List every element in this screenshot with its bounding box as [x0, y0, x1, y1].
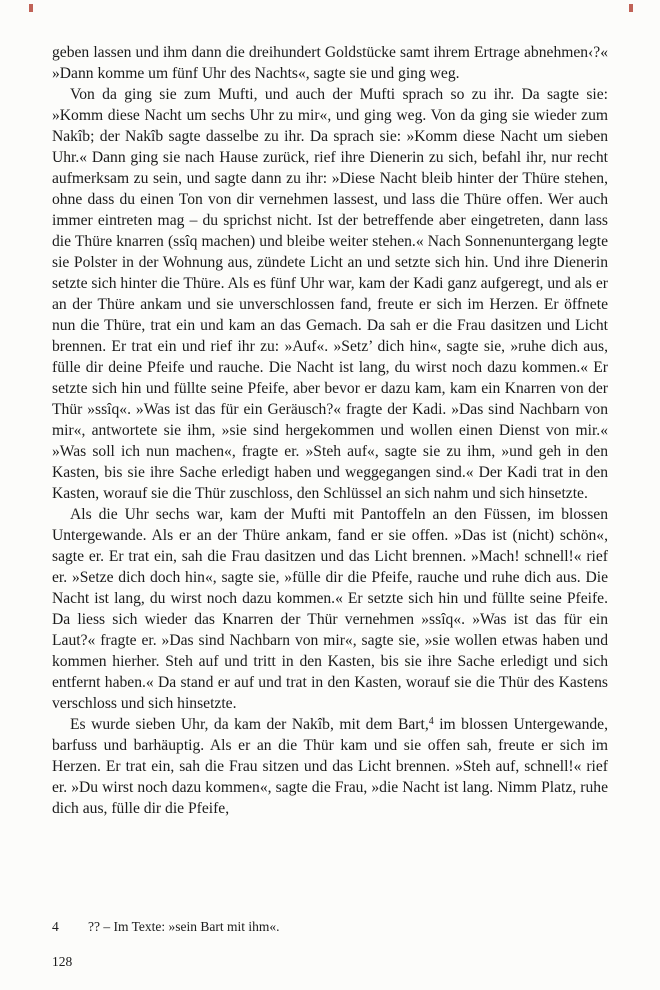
footnote-text: ?? – Im Texte: »sein Bart mit ihm«.	[88, 919, 280, 934]
scan-corner-mark-right	[629, 4, 633, 12]
main-text-block	[52, 42, 608, 819]
footnote	[52, 918, 608, 935]
paragraph-text-after-footnote-ref: im blossen Untergewande, barfuss und barhäuptig. Als er an die Thür kam und sie offen sah, freute er sich im Herzen. Er trat ein, sah die Frau sitzen und das Licht brennen. »Steh auf, schnell!« rief er. »Du wirst noch dazu kommen«, sagte die Frau, »die Nacht ist lang. Nimm Platz, ruhe dich aus, fülle dir die Pfeife,	[52, 716, 608, 817]
paragraph-mufti-arrives: Als die Uhr sechs war, kam der Mufti mit Pantoffeln an den Füssen, im blossen Untergewande. Als er an der Thüre ankam, fand er sie offen. »Das ist (nicht) schön«, sagte er. Er trat ein, sah die Frau dasitzen und das Licht brennen. »Mach! schnell!« rief er. »Setze dich doch hin«, sagte sie, »fülle dir die Pfeife, rauche und ruhe dich aus. Die Nacht ist lang, du wirst noch dazu kommen.« Er setzte sich hin und füllte seine Pfeife. Da liess sich wieder das Knarren der Thür vernehmen »ssîq«. »Was ist das für ein Laut?« fragte er. »Das sind Nachbarn von mir«, sagte sie, »sie wollen etwas haben und kommen hierher. Steh auf und tritt in den Kasten, bis sie ihre Sache erledigt und sich entfernt haben.« Da stand er auf und trat in den Kasten, worauf sie die Thür des Kastens verschloss und sich hinsetzte.	[52, 506, 608, 712]
page-number: 128	[52, 954, 73, 969]
paragraph-mufti-kadi: Von da ging sie zum Mufti, und auch der Mufti sprach so zu ihr. Da sagte sie: »Komm diese Nacht um sechs Uhr zu mir«, und ging weg. Von da ging sie wieder zum Nakîb; der Nakîb sagte dasselbe zu ihr. Da sprach sie: »Komm diese Nacht um sieben Uhr.« Dann ging sie nach Hause zurück, rief ihre Dienerin zu sich, befahl ihr, nur recht aufmerksam zu sein, und sagte dann zu ihr: »Diese Nacht bleib hinter der Thüre stehen, ohne dass du einen Ton von dir vernehmen lassest, und lass die Thüre offen. Wer auch immer eintreten mag – du sprichst nicht. Ist der betreffende aber eingetreten, dann lass die Thüre knarren (ssîq machen) und bleibe weiter stehen.« Nach Sonnenuntergang legte sie Polster in der Wohnung aus, zündete Licht an und setzte sich hin. Und ihre Dienerin setzte sich hinter die Thüre. Als es fünf Uhr war, kam der Kadi ganz aufgeregt, und als er an der Thüre ankam und sie unverschlossen fand, freute er sich im Herzen. Er öffnete nun die Thüre, trat ein und kam an das Gemach. Da sah er die Frau dasitzen und Licht brennen. Er trat ein und rief ihr zu: »Auf«. »Setz’ dich hin«, sagte sie, »ruhe dich aus, fülle dir deine Pfeife und rauche. Die Nacht ist lang, du wirst noch dazu kommen.« Er setzte sich hin und füllte seine Pfeife, aber bevor er dazu kam, kam ein Knarren von der Thür »ssîq«. »Was ist das für ein Geräusch?« fragte der Kadi. »Das sind Nachbarn von mir«, antwortete sie ihm, »sie sind hergekommen und wollen einen Dienst von mir.« »Was soll ich nun machen«, fragte er. »Steh auf«, sagte sie zu ihm, »und geh in den Kasten, bis sie ihre Sache erledigt haben und weggegangen sind.« Der Kadi trat in den Kasten, worauf sie die Thür zuschloss, den Schlüssel an sich nahm und sich hinsetzte.	[52, 86, 608, 502]
paragraph-text-before-footnote-ref: Es wurde sieben Uhr, da kam der Nakîb, mit dem Bart,	[70, 716, 429, 733]
paragraph-nakib-arrives	[52, 714, 608, 819]
paragraph-continuation: geben lassen und ihm dann die dreihundert Goldstücke samt ihrem Ertrage abnehmen‹?« »Dann komme um fünf Uhr des Nachts«, sagte sie und ging weg.	[52, 44, 608, 82]
footnote-number: 4	[52, 919, 59, 934]
footnote-reference-marker: 4	[428, 716, 434, 727]
scan-corner-mark-left	[29, 4, 33, 12]
